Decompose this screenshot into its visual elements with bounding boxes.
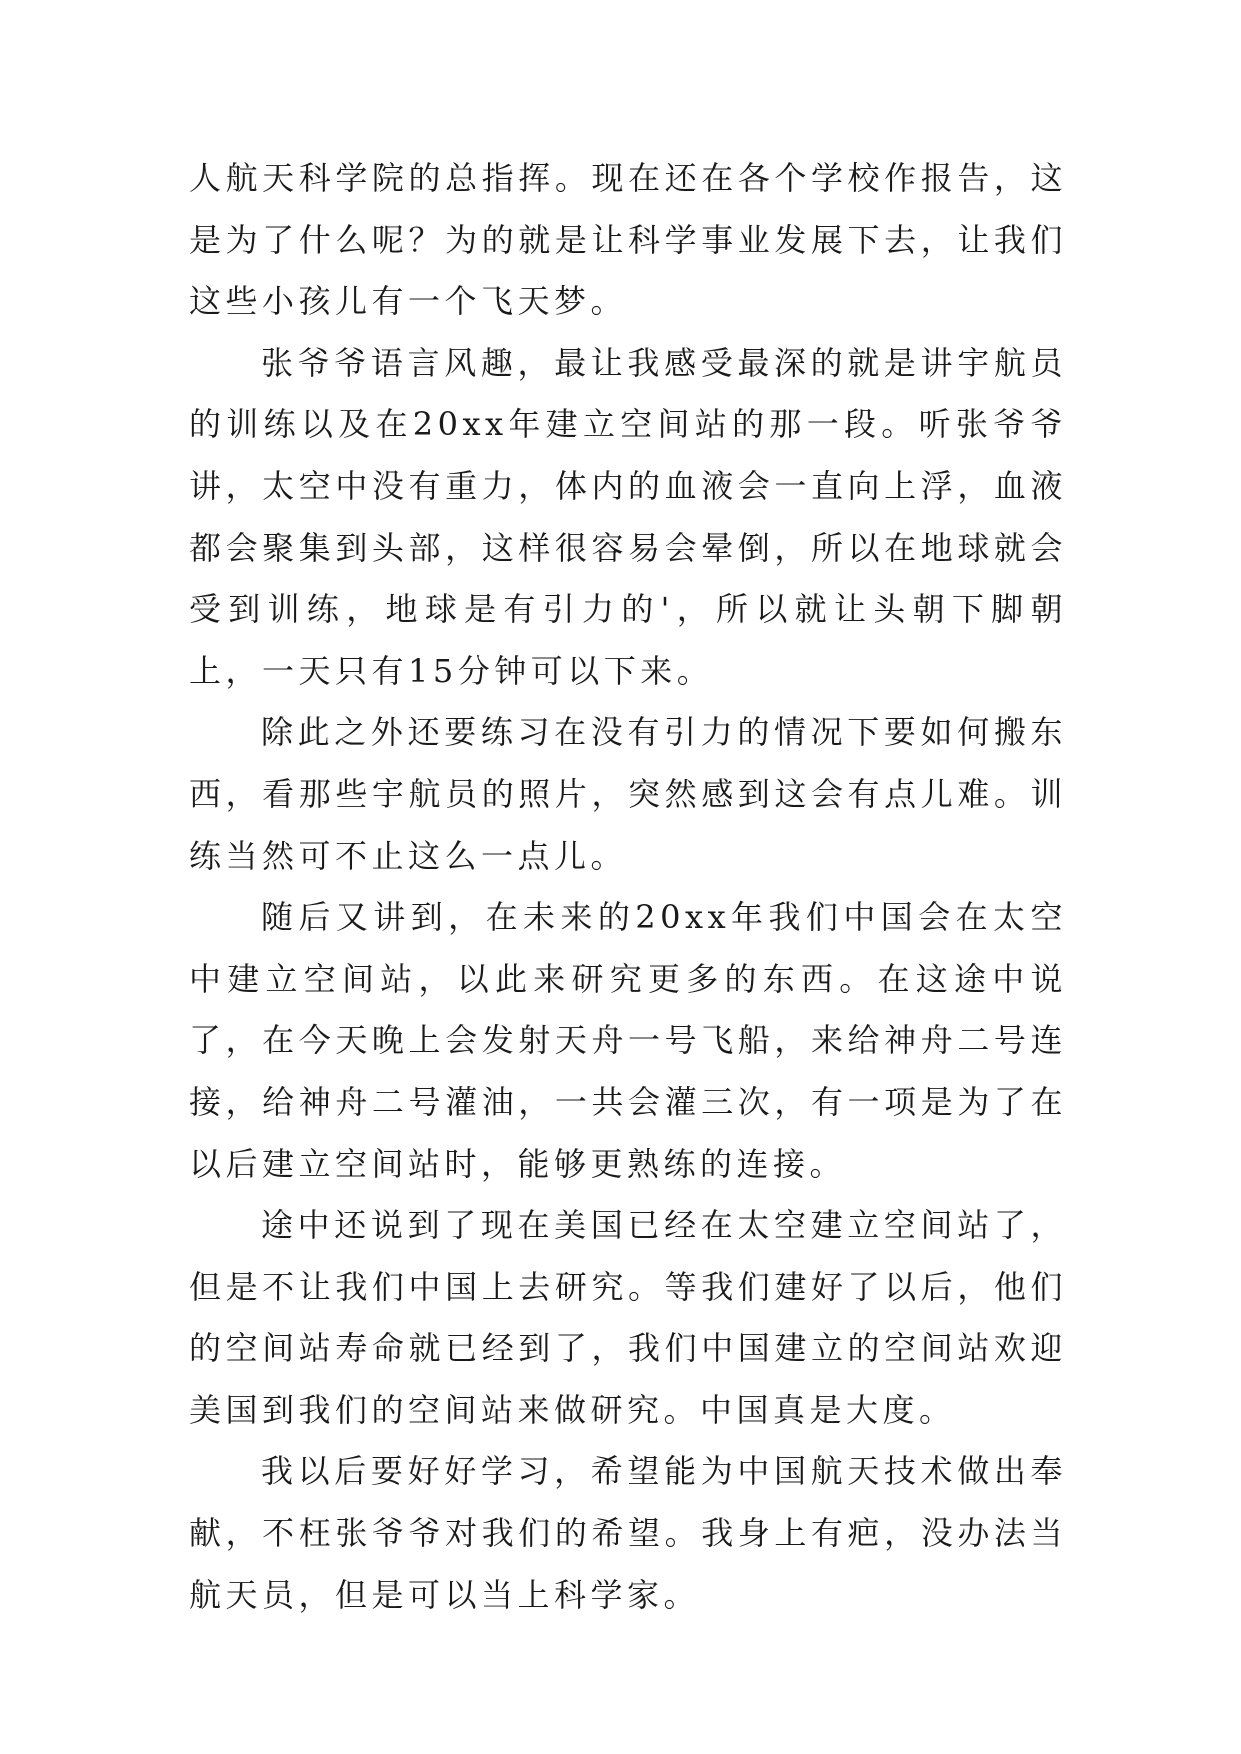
paragraph-training-story: 张爷爷语言风趣，最让我感受最深的就是讲宇航员的训练以及在20xx年建立空间站的那一段。听张爷爷讲，太空中没有重力，体内的血液会一直向上浮，血液都会聚集到头部，这样很容易会晕倒，所以在地球就会受到训练，地球是有引力的'，所以就让头朝下脚朝上，一天只有15分钟可以下来。	[189, 343, 1067, 690]
document-body	[189, 148, 1067, 1626]
paragraph-conclusion: 我以后要好好学习，希望能为中国航天技术做出奉献，不枉张爷爷对我们的希望。我身上有疤，没办法当航天员，但是可以当上科学家。	[189, 1452, 1067, 1614]
paragraph-continuation: 人航天科学院的总指挥。现在还在各个学校作报告，这是为了什么呢？为的就是让科学事业发展下去，让我们这些小孩儿有一个飞天梦。	[189, 159, 1067, 321]
paragraph-america-comparison: 途中还说到了现在美国已经在太空建立空间站了，但是不让我们中国上去研究。等我们建好了以后，他们的空间站寿命就已经到了，我们中国建立的空间站欢迎美国到我们的空间站来做研究。中国真是大度。	[189, 1206, 1067, 1429]
paragraph-moving-objects: 除此之外还要练习在没有引力的情况下要如何搬东西，看那些宇航员的照片，突然感到这会有点儿难。训练当然可不止这么一点儿。	[189, 713, 1067, 875]
paragraph-space-station: 随后又讲到，在未来的20xx年我们中国会在太空中建立空间站，以此来研究更多的东西。在这途中说了，在今天晚上会发射天舟一号飞船，来给神舟二号连接，给神舟二号灌油，一共会灌三次，有一项是为了在以后建立空间站时，能够更熟练的连接。	[189, 898, 1067, 1183]
